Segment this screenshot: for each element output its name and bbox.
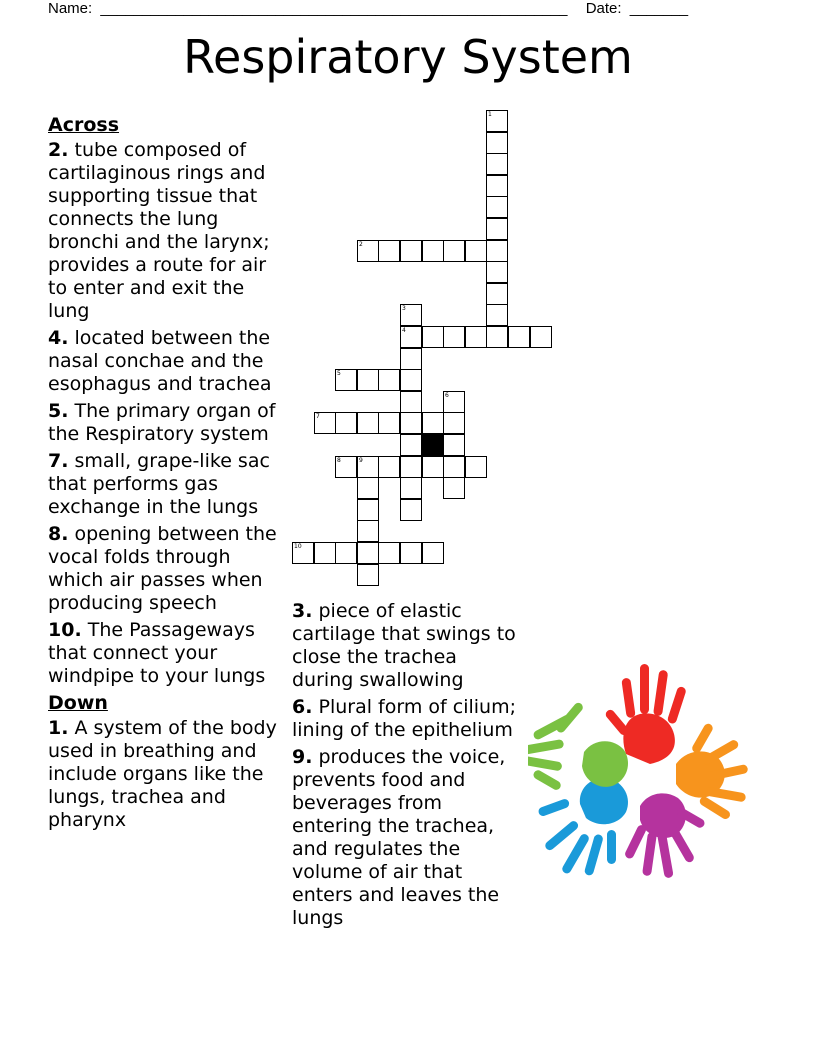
crossword-cell[interactable] [422,456,444,478]
down-clue-1 [48,717,284,832]
clue-number: 1. [48,717,69,739]
crossword-cell[interactable] [486,153,508,175]
clue-number: 7. [48,450,69,472]
cell-number: 5 [337,370,341,377]
clue-text: tube composed of cartilaginous rings and supporting tissue that connects the lung bronchi and the larynx; provides a route for air to enter and exit the lung [48,139,270,322]
cell-number: 1 [488,111,492,118]
crossword-cell[interactable] [335,369,357,391]
crossword-cell[interactable] [443,326,465,348]
page-title: Respiratory System [183,30,633,84]
crossword-cell[interactable] [400,412,422,434]
crossword-cell[interactable] [443,412,465,434]
cell-number: 3 [402,305,406,312]
crossword-cell[interactable] [422,412,444,434]
cell-number: 7 [316,413,320,420]
crossword-cell[interactable] [357,412,379,434]
crossword-cell[interactable] [443,477,465,499]
clue-text: located between the nasal conchae and the esophagus and trachea [48,327,272,395]
crossword-cell[interactable] [422,240,444,262]
crossword-cell[interactable] [486,304,508,326]
crossword-cell[interactable] [486,175,508,197]
clue-number: 4. [48,327,69,349]
across-clue-2 [48,139,284,323]
across-clue-5 [48,400,284,446]
cell-number: 9 [359,457,363,464]
down-clue-9 [292,746,520,930]
crossword-cell[interactable] [400,456,422,478]
clue-number: 8. [48,523,69,545]
crossword-cell[interactable] [400,348,422,370]
date-field[interactable]: _______ [629,0,689,17]
crossword-cell[interactable] [400,434,422,456]
crossword-cell[interactable] [486,240,508,262]
crossword-cell[interactable] [400,326,422,348]
crossword-cell[interactable] [357,456,379,478]
crossword-cell[interactable] [443,456,465,478]
clue-text: Plural form of cilium; lining of the epithelium [292,696,516,741]
clue-number: 5. [48,400,69,422]
cell-number: 6 [445,392,449,399]
colorful-hands-illustration [528,656,758,892]
magenta-hand-icon [624,793,707,878]
crossword-cell[interactable] [486,110,508,132]
crossword-cell[interactable] [357,564,379,586]
crossword-cell[interactable] [357,542,379,564]
crossword-cell[interactable] [465,456,487,478]
crossword-cell[interactable] [400,391,422,413]
name-label: Name: [48,0,93,17]
crossword-cell[interactable] [486,132,508,154]
crossword-cell[interactable] [314,542,336,564]
clue-column-right [292,600,520,934]
crossword-cell[interactable] [486,326,508,348]
crossword-cell[interactable] [357,477,379,499]
crossword-cell[interactable] [378,412,400,434]
crossword-cell[interactable] [357,520,379,542]
crossword-cell[interactable] [443,434,465,456]
crossword-cell[interactable] [530,326,552,348]
down-heading: Down [48,692,108,714]
across-clue-8 [48,523,284,615]
date-label: Date: [585,0,622,17]
crossword-cell[interactable] [486,196,508,218]
clue-number: 10. [48,619,82,641]
crossword-cell[interactable] [378,542,400,564]
clue-number: 9. [292,746,313,768]
crossword-cell[interactable] [292,542,314,564]
clue-number: 3. [292,600,313,622]
crossword-cell[interactable] [486,283,508,305]
crossword-cell[interactable] [400,240,422,262]
cell-number: 2 [359,241,363,248]
crossword-cell[interactable] [357,369,379,391]
down-clue-6 [292,696,520,742]
blue-hand-icon [537,778,628,877]
crossword-cell[interactable] [465,240,487,262]
crossword-cell[interactable] [335,412,357,434]
clue-text: A system of the body used in breathing and include organs like the lungs, trachea and pharynx [48,717,277,831]
clue-text: The Passageways that connect your windpipe to your lungs [48,619,266,687]
crossword-cell[interactable] [378,240,400,262]
crossword-cell[interactable] [400,542,422,564]
crossword-cell[interactable] [400,304,422,326]
clue-text: opening between the vocal folds through which air passes when producing speech [48,523,277,614]
name-field[interactable]: ________________________________________________________ [100,0,568,17]
crossword-cell[interactable] [357,499,379,521]
orange-hand-icon [676,722,749,821]
crossword-cell[interactable] [335,456,357,478]
across-clue-4 [48,327,284,396]
crossword-cell[interactable] [486,261,508,283]
crossword-cell[interactable] [400,477,422,499]
crossword-cell[interactable] [443,240,465,262]
crossword-cell[interactable] [422,326,444,348]
crossword-cell[interactable] [314,412,336,434]
crossword-cell[interactable] [486,218,508,240]
cell-number: 4 [402,327,406,334]
clue-text: The primary organ of the Respiratory system [48,400,276,445]
across-clue-10 [48,619,284,688]
crossword-cell[interactable] [422,542,444,564]
clue-number: 2. [48,139,69,161]
down-clue-3 [292,600,520,692]
crossword-cell[interactable] [465,326,487,348]
crossword-cell[interactable] [378,456,400,478]
crossword-cell[interactable] [378,369,400,391]
clue-text: small, grape-like sac that performs gas exchange in the lungs [48,450,270,518]
clue-text: piece of elastic cartilage that swings to close the trachea during swallowing [292,600,516,691]
crossword-cell[interactable] [357,240,379,262]
crossword-cell[interactable] [400,369,422,391]
crossword-cell[interactable] [400,499,422,521]
crossword-black-cell [422,434,444,456]
crossword-cell[interactable] [335,542,357,564]
clue-column-left [48,114,284,836]
clue-number: 6. [292,696,313,718]
crossword-cell[interactable] [443,391,465,413]
cell-number: 8 [337,457,341,464]
across-clue-7 [48,450,284,519]
cell-number: 10 [294,543,302,550]
clue-text: produces the voice, prevents food and beverages from entering the trachea, and regulates the volume of air that enters and leaves the lungs [292,746,506,929]
across-heading: Across [48,114,120,136]
crossword-cell[interactable] [508,326,530,348]
